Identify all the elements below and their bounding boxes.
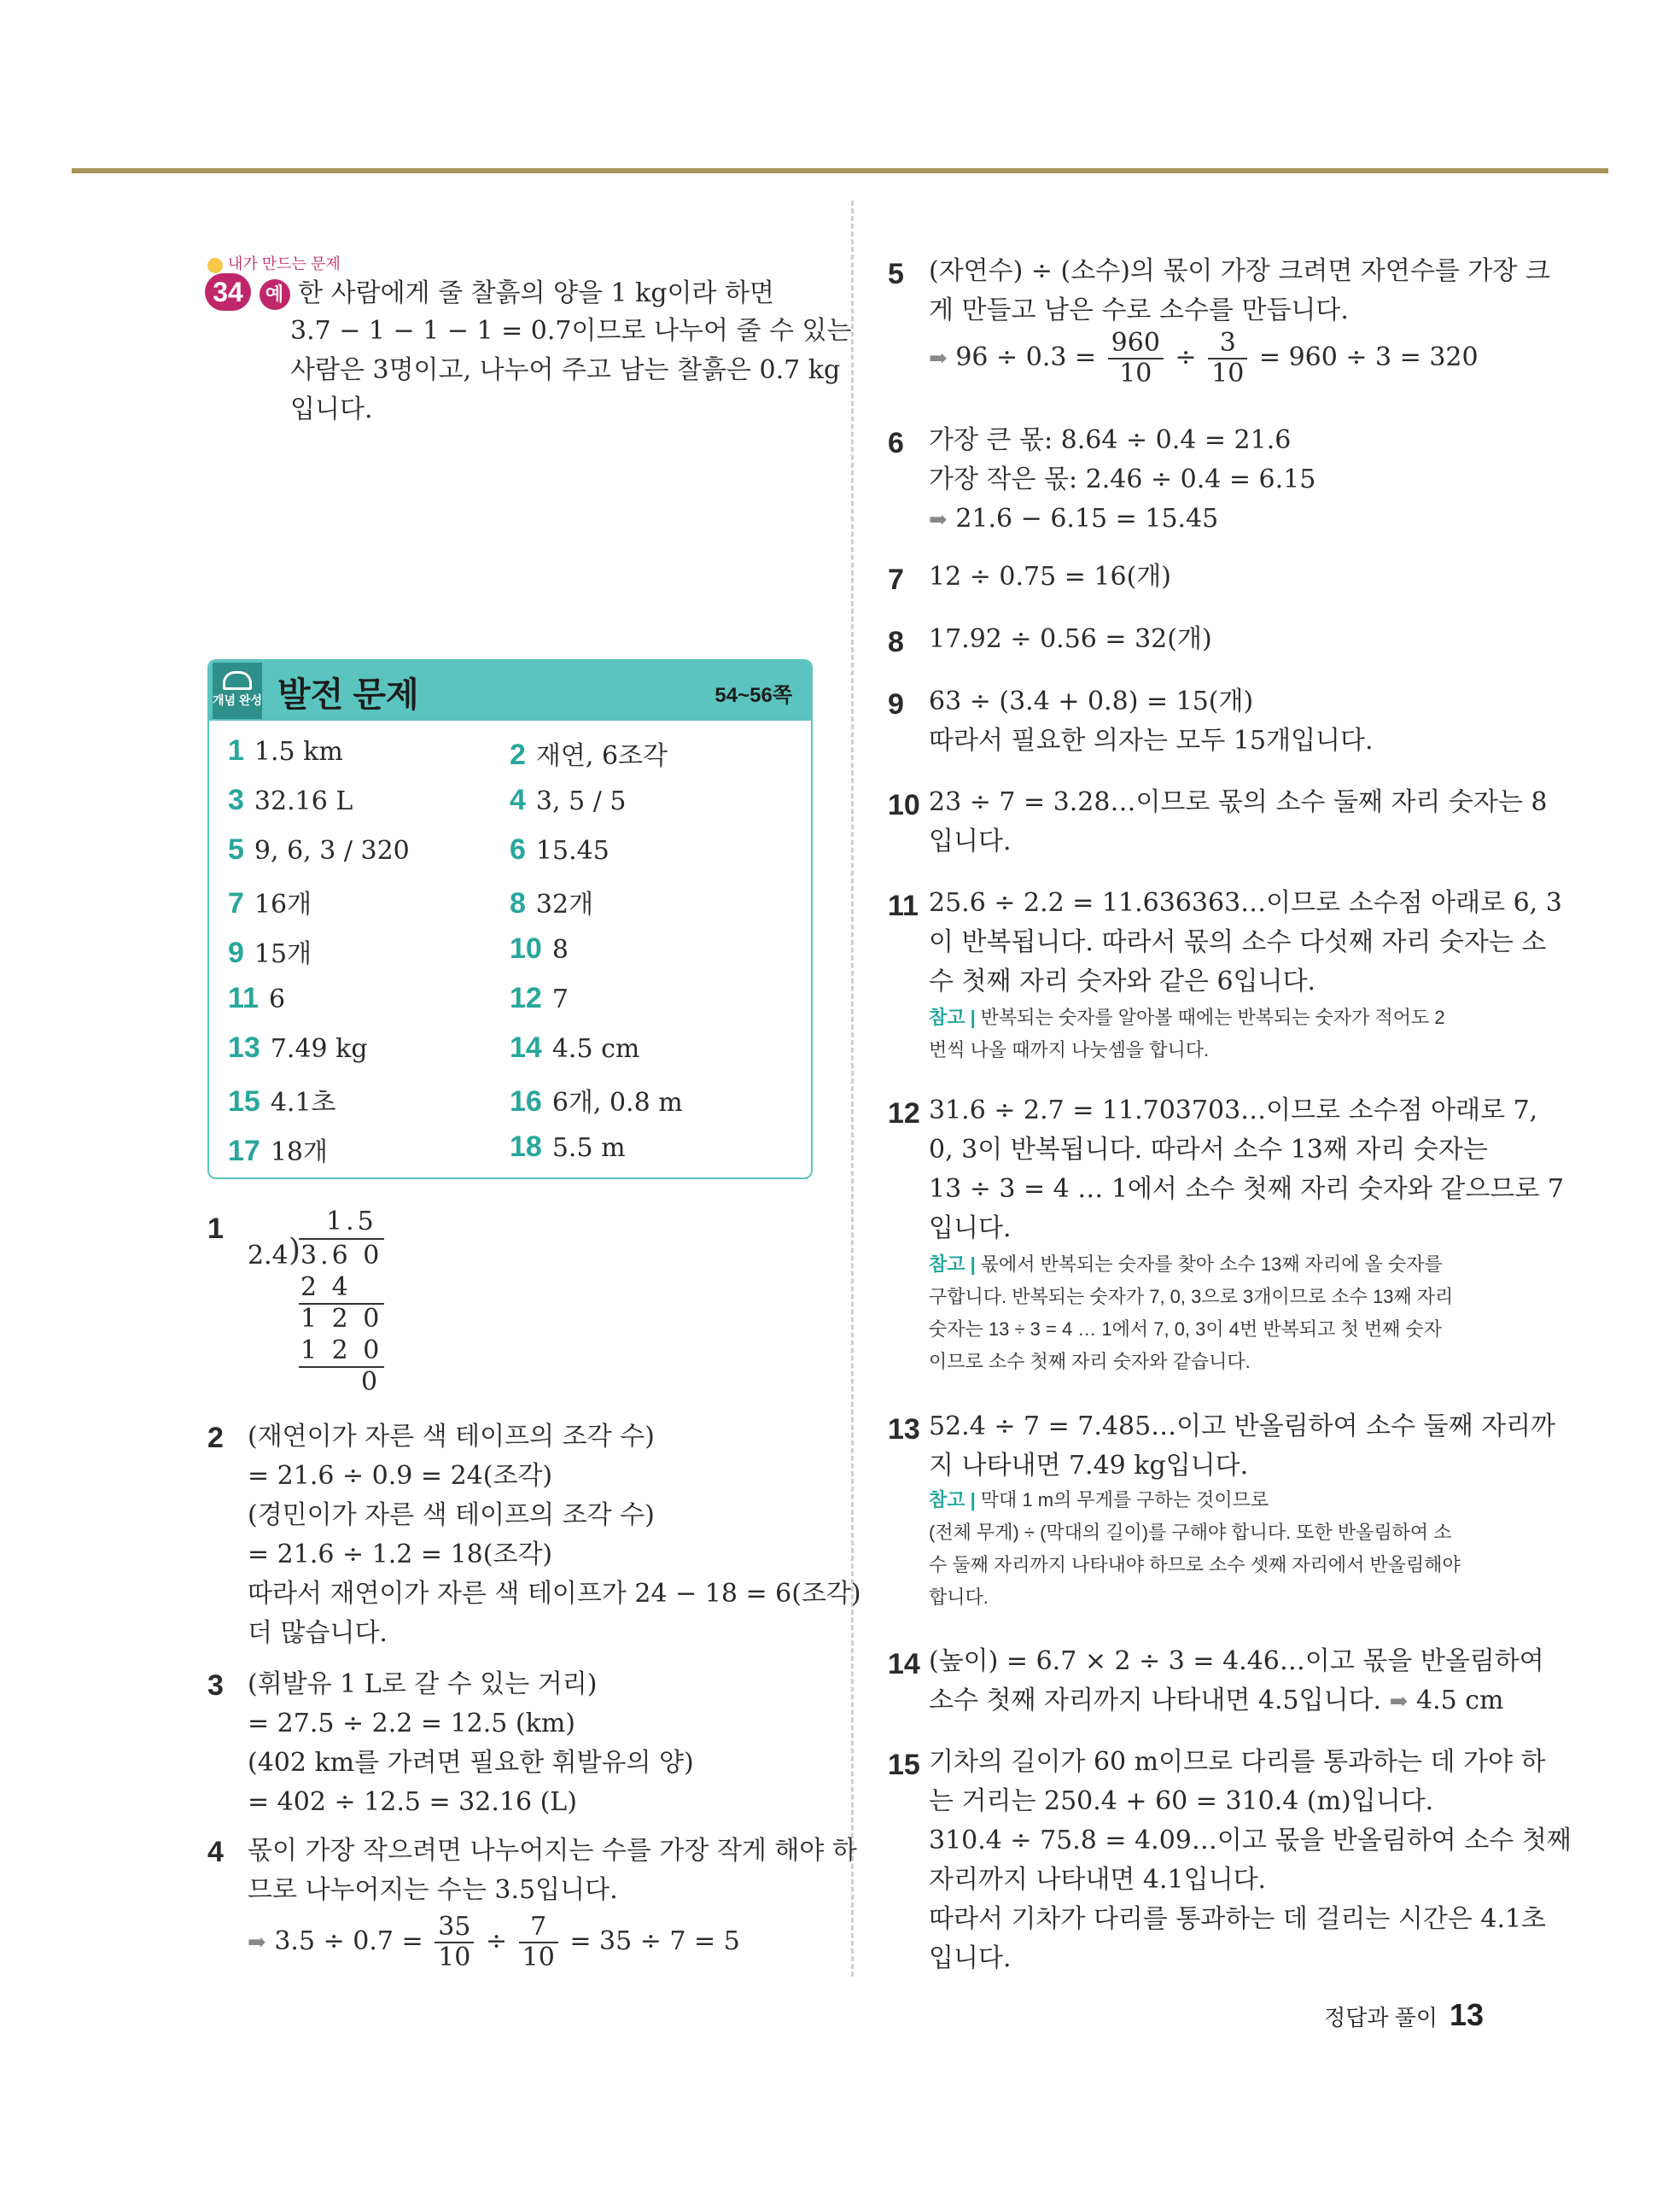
answer-item: 12 7 [510,982,569,1014]
problem-34-body: 3.7 − 1 − 1 − 1 = 0.7이므로 나누어 줄 수 있는 사람은 3명이고, 나누어 주고 남는 찰흙은 0.7 kg 입니다. [290,316,852,424]
answer-item: 8 32개 [510,887,594,920]
arrow-icon: ➡ [1389,1689,1409,1715]
answer-item: 13 7.49 kg [228,1031,368,1064]
answer-box [207,659,813,1179]
problem-4-text: 몫이 가장 작으려면 나누어지는 수를 가장 작게 해야 하 므로 나누어지는 수는 3.5입니다. [248,1836,857,1905]
problem-5-calc: ➡ 96 ÷ 0.3 = $\frac{960}{10}$ ÷ $\frac{3}{10}$ = 960 ÷ 3 = 320 [929,328,1479,389]
answer-item: 7 16개 [228,887,312,920]
problem-number: 13 [888,1413,920,1446]
problem-3-text: (휘발유 1 L로 갈 수 있는 거리) = 27.5 ÷ 2.2 = 12.5 (km) (402 km를 가려면 필요한 휘발유의 양) = 402 ÷ 12.5 = 32.16 (L) [248,1669,694,1817]
problem-number: 15 [888,1749,920,1781]
smile-icon [207,258,223,273]
problem-number: 11 [888,890,919,922]
answer-item: 2 재연, 6조각 [510,739,668,771]
problem-12-text: 31.6 ÷ 2.7 = 11.703703…이므로 소수점 아래로 7, 0, 3이 반복됩니다. 따라서 소수 13째 자리 숫자는 13 ÷ 3 = 4 … 1에서 소수 첫째 자리 숫자와 같으므로 7 입니다. [929,1096,1564,1243]
problem-number: 5 [888,258,904,290]
problem-number: 12 [888,1097,920,1130]
answer-item: 9 15개 [228,937,312,969]
page-footer: 정답과 풀이 13 [1324,1997,1484,2032]
page-number: 13 [1449,1997,1484,2032]
problem-number: 6 [888,427,904,459]
top-rule [72,168,1608,173]
answer-item: 15 4.1초 [228,1085,336,1118]
answer-item: 1 1.5 km [228,734,343,767]
arrow-icon: ➡ [929,346,948,371]
problem-34: 34 예 한 사람에게 줄 찰흙의 양을 1 kg이라 하면 [205,273,774,313]
problem-4-calc: ➡ 3.5 ÷ 0.7 = $\frac{35}{10}$ ÷ $\frac{7}{10}$ = 35 ÷ 7 = 5 [248,1912,740,1972]
problem-2-text: (재연이가 자른 색 테이프의 조각 수) = 21.6 ÷ 0.9 = 24(조각) (경민이가 자른 색 테이프의 조각 수) = 21.6 ÷ 1.2 = 18(조각) 따라서 재연이가 자른 색 테이프가 24 − 18 = 6(조각) 더 많습니다. [248,1422,861,1648]
answer-item: 4 3, 5 / 5 [510,784,627,816]
problem-number-badge: 34 [205,273,251,311]
problem-number: 9 [888,688,904,721]
problem-number: 10 [888,789,920,821]
problem-13-note: 참고 | 막대 1 m의 무게를 구하는 것이므로 (전체 무게) ÷ (막대의 길이)를 구해야 합니다. 또한 반올림하여 소 수 둘째 자리까지 나타내야 하므로 소수 셋째 자리에서 반올림해야 합니다. [929,1489,1461,1608]
mine-label: 내가 만드는 문제 [207,252,341,274]
answer-item: 16 6개, 0.8 m [510,1085,683,1118]
problem-6-text: 가장 큰 몫: 8.64 ÷ 0.4 = 21.6 가장 작은 몫: 2.46 ÷ 0.4 = 6.15 ➡ 21.6 − 6.15 = 15.45 [929,425,1316,534]
column-divider [851,201,854,1977]
problem-10-text: 23 ÷ 7 = 3.28…이므로 몫의 소수 둘째 자리 숫자는 8 입니다. [929,787,1548,856]
problem-11-note: 참고 | 반복되는 숫자를 알아볼 때에는 반복되는 숫자가 적어도 2 번씩 나올 때까지 나눗셈을 합니다. [929,1007,1445,1060]
answer-item: 14 4.5 cm [510,1031,640,1064]
problem-number: 3 [207,1669,224,1702]
arrow-icon: ➡ [248,1930,266,1955]
problem-number: 8 [888,626,904,658]
answer-item: 17 18개 [228,1135,328,1167]
problem-7-text: 12 ÷ 0.75 = 16(개) [929,562,1171,592]
problem-14-text: (높이) = 6.7 × 2 ÷ 3 = 4.46…이고 몫을 반올림하여 소수 첫째 자리까지 나타내면 4.5입니다. ➡ 4.5 cm [929,1646,1544,1715]
answer-item: 10 8 [510,932,569,965]
answer-item: 18 5.5 m [510,1131,626,1163]
problem-15-text: 기차의 길이가 60 m이므로 다리를 통과하는 데 가야 하 는 거리는 250.4 + 60 = 310.4 (m)입니다. 310.4 ÷ 75.8 = 4.09…이고 몫을 반올림하여 소수 첫째 자리까지 나타내면 4.1입니다. 따라서 기차가 다리를 통과하는 데 걸리는 시간은 4.1초 입니다. [929,1747,1572,1973]
answer-item: 5 9, 6, 3 / 320 [228,833,410,866]
problem-9-text: 63 ÷ (3.4 + 0.8) = 15(개) 따라서 필요한 의자는 모두 15개입니다. [929,687,1374,756]
box-pages: 54~56쪽 [715,684,792,707]
answer-item: 6 15.45 [510,833,610,866]
concept-complete-icon: 개념 완성 [213,663,262,719]
problem-number: 7 [888,564,904,596]
problem-number: 2 [207,1422,224,1454]
problem-number: 4 [207,1836,224,1868]
problem-5-text: (자연수) ÷ (소수)의 몫이 가장 크려면 자연수를 가장 크 게 만들고 남은 수로 소수를 만듭니다. [929,256,1550,325]
problem-number: 1 [207,1212,224,1245]
problem-12-note: 참고 | 몫에서 반복되는 숫자를 찾아 소수 13째 자리에 올 숫자를 구합니다. 반복되는 숫자가 7, 0, 3으로 3개이므로 소수 13째 자리 숫자는 13 ÷ 3 = 4 … 1에서 7, 0, 3이 4번 반복되고 첫 번째 숫자 이므로 소수 첫째 자리 숫자와 같습니다. [929,1253,1454,1372]
arrow-icon: ➡ [929,507,948,533]
box-title: 발전 문제 [277,676,419,714]
problem-8-text: 17.92 ÷ 0.56 = 32(개) [929,624,1212,654]
example-icon: 예 [260,279,290,310]
problem-11-text: 25.6 ÷ 2.2 = 11.636363…이므로 소수점 아래로 6, 3 이 반복됩니다. 따라서 몫의 소수 다섯째 자리 숫자는 소 수 첫째 자리 숫자와 같은 6입니다. [929,888,1562,996]
problem-number: 14 [888,1648,920,1680]
problem-13-text: 52.4 ÷ 7 = 7.485…이고 반올림하여 소수 둘째 자리까 지 나타내면 7.49 kg입니다. [929,1411,1556,1481]
answer-item: 11 6 [228,982,286,1014]
answer-box-header [209,661,811,721]
answer-item: 3 32.16 L [228,784,353,816]
